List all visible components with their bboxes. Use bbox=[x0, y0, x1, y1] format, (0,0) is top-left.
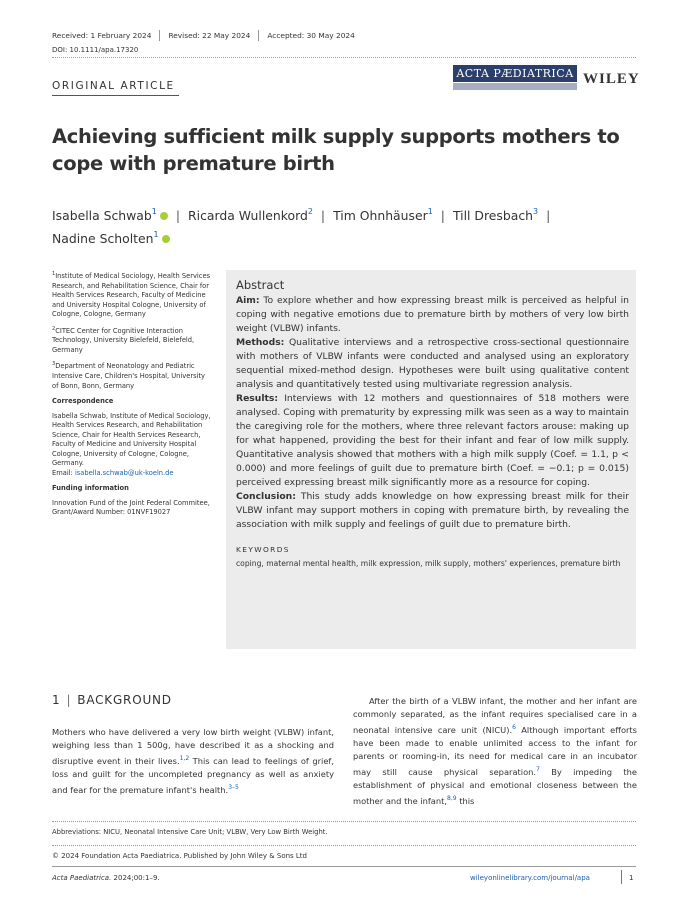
footnote-divider bbox=[52, 821, 636, 822]
received-date: Received: 1 February 2024 bbox=[52, 31, 152, 40]
citation-link[interactable]: 8,9 bbox=[447, 794, 457, 802]
accepted-date: Accepted: 30 May 2024 bbox=[267, 31, 355, 40]
abbreviations: Abbreviations: NICU, Neonatal Intensive Care Unit; VLBW, Very Low Birth Weight. bbox=[52, 828, 328, 836]
abstract-aim: Aim: To explore whether and how expressing breast milk is perceived as helpful in coping with negative emotions due to premature birth by mothers of very low birth weight (VLBW) infants. bbox=[236, 295, 629, 334]
citation-link[interactable]: 6 bbox=[512, 724, 516, 731]
orcid-icon[interactable] bbox=[160, 212, 168, 220]
abstract-box bbox=[226, 270, 636, 649]
keywords: coping, maternal mental health, milk expression, milk supply, mothers' experiences, premature birth bbox=[236, 559, 621, 568]
header-divider bbox=[52, 57, 636, 58]
citation-link[interactable]: 3–5 bbox=[228, 783, 239, 791]
author[interactable]: Tim Ohnhäuser$^1$ bbox=[333, 207, 433, 224]
copyright: © 2024 Foundation Acta Paediatrica. Published by John Wiley & Sons Ltd bbox=[52, 852, 307, 860]
publisher-logo[interactable]: WILEY bbox=[583, 71, 640, 87]
citation-link[interactable]: 7 bbox=[536, 765, 540, 773]
affiliation: $^3$Department of Neonatology and Pediatric Intensive Care, Children's Hospital, University of Bonn, Bonn, Germany bbox=[52, 361, 206, 390]
author[interactable]: Ricarda Wullenkord$^2$ bbox=[188, 207, 313, 224]
journal-logo-band bbox=[453, 83, 577, 90]
article-title: Achieving sufficient milk supply supports mothers to cope with premature birth bbox=[52, 125, 620, 175]
article-type-underline bbox=[52, 95, 179, 96]
date-divider bbox=[159, 30, 160, 41]
funding-label: Funding information bbox=[52, 484, 129, 493]
citation-link[interactable]: 1,2 bbox=[179, 755, 190, 762]
correspondence-text: Isabella Schwab, Institute of Medical Sociology, Health Services Research, and Rehabilitation Science, Chair for Health Services Research, Faculty of Medicine and University Hospital Cologne, University of Cologne, Cologne, Germany. Email: isabella.schwab@uk-koeln.de bbox=[52, 411, 211, 477]
page-number: 1 bbox=[629, 874, 634, 882]
abstract-results: Results: Interviews with 12 mothers and questionnaires of 518 mothers were analysed. Coping with prematurity by expressing milk was seen as a way to maintain the caregiving role for the mothers, where three relevant factors arouse: making up for what happened, providing the best for their infant and fear of low milk supply. Quantitative analysis showed that mothers with a high milk supply (Coef. = 1.1, p < 0.000) and more feelings of guilt due to premature birth (Coef. = −0.1; p = 0.015) perceived expressing breast milk significantly more as a resource for coping. bbox=[236, 393, 630, 488]
revised-date: Revised: 22 May 2024 bbox=[168, 31, 251, 40]
article-type: ORIGINAL ARTICLE bbox=[52, 80, 175, 92]
body-column-left bbox=[52, 726, 334, 797]
affiliation: $^2$CITEC Center for Cognitive Interaction Technology, University Bielefeld, Bielefeld, Germany bbox=[52, 325, 195, 354]
journal-logo[interactable]: ACTA PÆDIATRICA bbox=[453, 65, 577, 82]
correspondence-label: Correspondence bbox=[52, 397, 114, 406]
footer-divider bbox=[52, 866, 636, 867]
affiliations-column bbox=[52, 270, 212, 523]
funding-text: Innovation Fund of the Joint Federal Commitee, Grant/Award Number: 01NVF19027 bbox=[52, 498, 210, 517]
author[interactable]: Till Dresbach$^3$ bbox=[452, 207, 539, 224]
body-paragraph: Mothers who have delivered a very low birth weight (VLBW) infant, weighing less than 1 500g, have described it as a shocking and disruptive event in their lives.$^{1,2}$ This can lead to feelings of grief, loss and guilt for the uncompleted pregnancy as well as anxiety and fear for the premature infant's health.$^{3-5}$ bbox=[52, 727, 334, 795]
abstract-heading: Abstract bbox=[236, 278, 285, 292]
abstract-conclusion: Conclusion: This study adds knowledge on how expressing breast milk for their VLBW infant may support mothers in coping with premature birth, by revealing the association with milk supply and feelings of guilt due to premature birth. bbox=[236, 491, 629, 530]
journal-url[interactable]: wileyonlinelibrary.com/journal/apa bbox=[470, 874, 590, 882]
author[interactable]: Isabella Schwab$^1$ bbox=[52, 208, 168, 223]
keywords-label: KEYWORDS bbox=[236, 545, 290, 554]
author[interactable]: Nadine Scholten$^1$ bbox=[52, 231, 170, 246]
orcid-icon[interactable] bbox=[162, 235, 170, 243]
author-list: Isabella Schwab$^1$ | Ricarda Wullenkord$^2$ | Tim Ohnhäuser$^1$ | Till Dresbach$^3$ | Nadine Scholten$^1$ bbox=[52, 207, 551, 247]
body-paragraph: After the birth of a VLBW infant, the mother and her infant are commonly separated, as the infant requires specialised care in a neonatal intensive care unit (NICU).$^6$ Although important efforts have been made to enable unlimited access to the infant for parents or rooming-in, its need for medical care in an incubator may still cause physical separation.$^7$ By impeding the establishment of physical and emotional closeness between the mother and the infant,$^{8,9}$ this bbox=[353, 696, 638, 806]
date-divider bbox=[258, 30, 259, 41]
section-heading: 1 | BACKGROUND bbox=[52, 693, 172, 707]
page-number-divider bbox=[621, 870, 622, 884]
doi[interactable]: DOI: 10.1111/apa.17320 bbox=[52, 46, 139, 54]
abstract-methods: Methods: Qualitative interviews and a retrospective cross-sectional questionnaire with mothers of VLBW infants were conducted and analysed using an exploratory sequential mixed-method design. Hypotheses were built using qualitative content analysis and quantitatively tested using multivariate regression analysis. bbox=[236, 337, 630, 390]
journal-citation: Acta Paediatrica. 2024;00:1–9. bbox=[52, 874, 160, 882]
email-link[interactable]: isabella.schwab@uk-koeln.de bbox=[74, 468, 174, 477]
footnote-divider bbox=[52, 845, 636, 846]
body-column-right bbox=[353, 695, 637, 807]
affiliation: $^1$Institute of Medical Sociology, Health Services Research, and Rehabilitation Science, Chair for Health Services Research, Faculty of Medicine and University Hospital Cologne, University of Cologne, Cologne, Germany bbox=[52, 271, 211, 319]
article-dates bbox=[52, 31, 355, 42]
